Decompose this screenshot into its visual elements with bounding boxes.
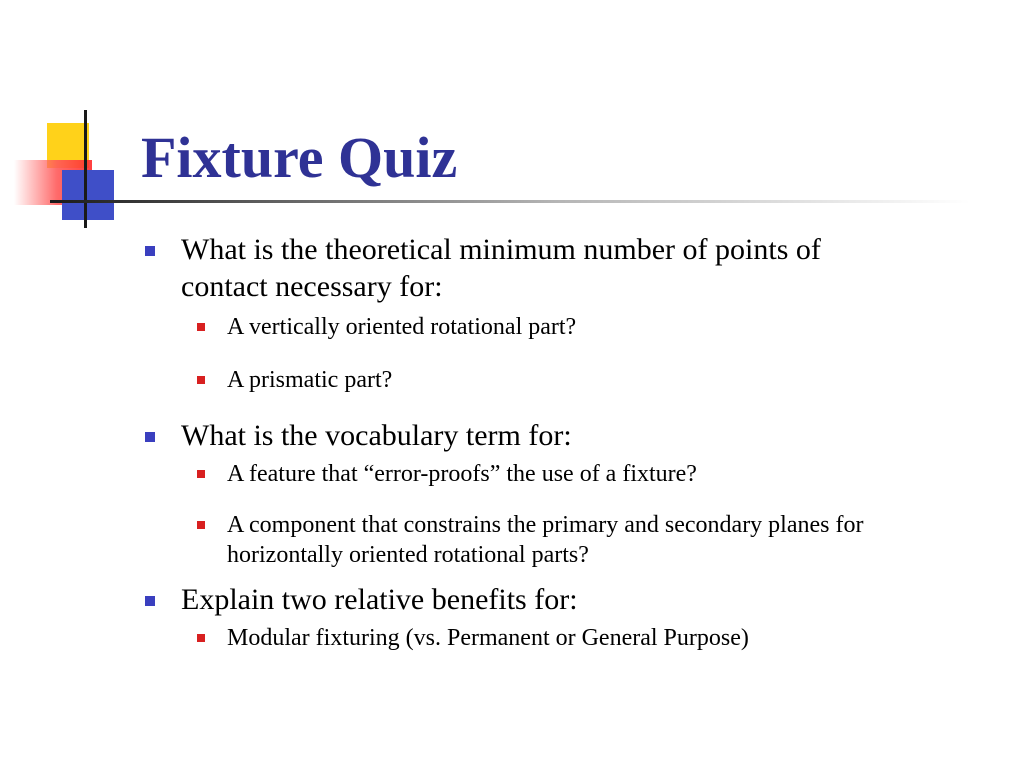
sub-bullet-square-icon [197, 634, 205, 642]
sub-bullet-square-icon [197, 323, 205, 331]
bullet-square-icon [145, 596, 155, 606]
bullet-2-sub-2-line-2: horizontally oriented rotational parts? [227, 542, 589, 568]
slide-title: Fixture Quiz [141, 125, 458, 190]
sub-bullet-square-icon [197, 376, 205, 384]
sub-bullet-square-icon [197, 521, 205, 529]
bullet-2-sub-2-line-1: A component that constrains the primary and secondary planes for [227, 512, 864, 538]
bullet-1-sub-1: A vertically oriented rotational part? [227, 314, 577, 340]
sub-bullet-square-icon [197, 470, 205, 478]
bullet-1-sub-2: A prismatic part? [227, 367, 393, 393]
bullet-2-sub-1: A feature that “error-proofs” the use of a fixture? [227, 461, 697, 487]
bullet-1-line-1: What is the theoretical minimum number of points of [181, 233, 821, 266]
bullet-square-icon [145, 246, 155, 256]
logo-blue-square [62, 170, 114, 220]
logo-vertical-line [84, 110, 87, 228]
bullet-2-line-1: What is the vocabulary term for: [181, 419, 572, 452]
title-underline-rule [50, 200, 970, 203]
bullet-square-icon [145, 432, 155, 442]
bullet-3-line-1: Explain two relative benefits for: [181, 583, 578, 616]
bullet-1-line-2: contact necessary for: [181, 270, 443, 303]
bullet-3-sub-1: Modular fixturing (vs. Permanent or General Purpose) [227, 625, 749, 651]
